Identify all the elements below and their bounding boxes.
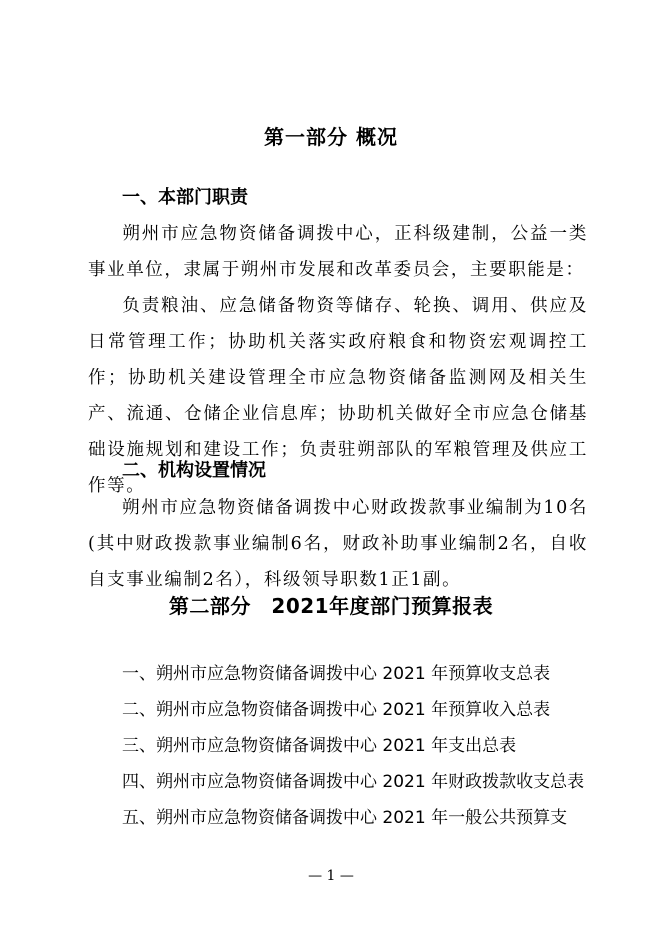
part2-title: 第二部分 2021年度部门预算报表	[168, 594, 494, 618]
section1-para1-text: 朔州市应急物资储备调拨中心，正科级建制，公益一类事业单位，隶属于朔州市发展和改革委员会，主要职能是：	[88, 224, 588, 280]
report-item: 三、朔州市应急物资储备调拨中心 2021 年支出总表	[122, 736, 517, 756]
section1-para2-text: 负责粮油、应急储备物资等储存、轮换、调用、供应及日常管理工作；协助机关落实政府粮食和物资宏观调控工作；协助机关建设管理全市应急物资储备监测网及相关生产、流通、仓储企业信息库；协助机关做好全市应急仓储基础设施规划和建设工作；负责驻朔部队的军粮管理及供应工作等。	[88, 296, 588, 496]
section2-para1	[88, 490, 588, 598]
part1-title: 第一部分 概况	[264, 125, 398, 149]
section2-heading: 二、机构设置情况	[122, 460, 266, 481]
report-item: 五、朔州市应急物资储备调拨中心 2021 年一般公共预算支	[122, 808, 568, 828]
report-item: 二、朔州市应急物资储备调拨中心 2021 年预算收入总表	[122, 700, 551, 720]
section1-heading: 一、本部门职责	[122, 187, 248, 208]
report-list	[88, 656, 588, 836]
section2-para1-text: 朔州市应急物资储备调拨中心财政拨款事业编制为10名(其中财政拨款事业编制6名，财政补助事业编制2名，自收自支事业编制2名），科级领导职数1正1副。	[88, 498, 588, 590]
page-number: — 1 —	[308, 868, 354, 884]
report-item: 四、朔州市应急物资储备调拨中心 2021 年财政拨款收支总表	[122, 772, 585, 792]
report-item: 一、朔州市应急物资储备调拨中心 2021 年预算收支总表	[122, 664, 551, 684]
section1-para1	[88, 216, 588, 288]
